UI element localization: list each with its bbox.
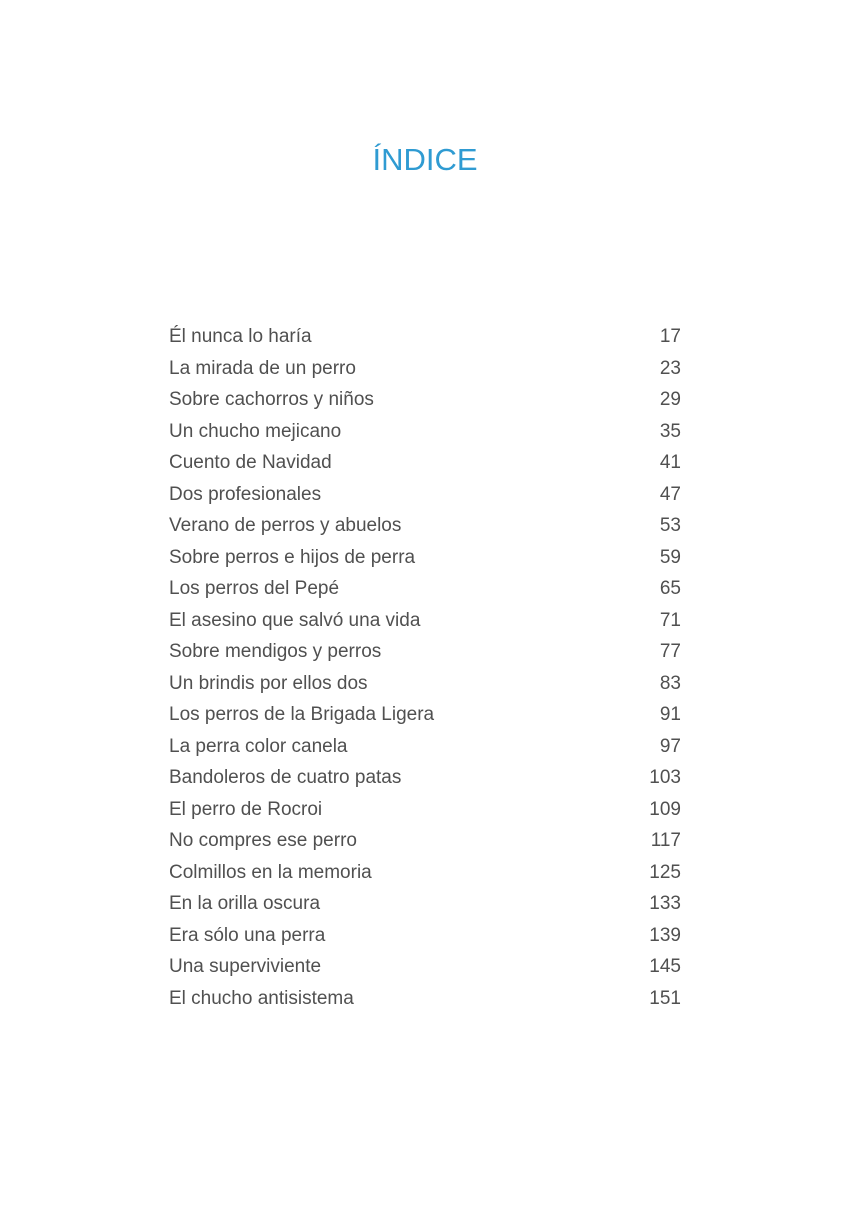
toc-entry-page: 91	[659, 704, 681, 725]
toc-entry	[169, 699, 681, 731]
toc-entry-title: Sobre mendigos y perros	[169, 641, 382, 662]
toc-entry	[169, 384, 681, 416]
table-of-contents	[169, 321, 681, 1014]
toc-entry-title: Verano de perros y abuelos	[169, 515, 402, 536]
toc-entry-page: 17	[659, 326, 681, 347]
toc-entry-title: El chucho antisistema	[169, 987, 354, 1009]
toc-entry-title: El asesino que salvó una vida	[169, 609, 421, 631]
toc-entry	[169, 542, 681, 574]
toc-entry-page: 35	[659, 420, 681, 442]
toc-entry-title: Cuento de Navidad	[169, 452, 332, 473]
toc-entry	[169, 825, 681, 857]
toc-entry-page: 145	[649, 956, 681, 977]
toc-entry-title: Él nunca lo haría	[169, 326, 312, 347]
toc-entry	[169, 573, 681, 605]
toc-entry	[169, 447, 681, 479]
toc-entry-page: 109	[649, 798, 681, 820]
toc-entry-page: 77	[659, 641, 681, 662]
toc-entry	[169, 668, 681, 700]
toc-entry	[169, 416, 681, 448]
toc-entry-title: Los perros del Pepé	[169, 578, 340, 599]
toc-entry-page: 103	[649, 767, 681, 788]
toc-entry	[169, 920, 681, 952]
toc-entry-page: 23	[659, 357, 681, 379]
toc-entry-page: 71	[659, 609, 681, 631]
toc-entry-title: Bandoleros de cuatro patas	[169, 767, 402, 788]
toc-entry-page: 59	[659, 546, 681, 568]
toc-entry-title: La mirada de un perro	[169, 357, 356, 379]
toc-entry-title: La perra color canela	[169, 735, 348, 757]
toc-entry-title: Los perros de la Brigada Ligera	[169, 704, 435, 725]
toc-entry-title: Sobre cachorros y niños	[169, 389, 374, 410]
toc-entry-title: Sobre perros e hijos de perra	[169, 546, 416, 568]
toc-entry	[169, 321, 681, 353]
toc-entry-page: 133	[649, 893, 681, 914]
toc-entry-title: Un brindis por ellos dos	[169, 672, 368, 694]
toc-entry	[169, 888, 681, 920]
toc-entry-title: Una superviviente	[169, 956, 322, 977]
toc-entry-page: 65	[659, 578, 681, 599]
toc-entry-title: Dos profesionales	[169, 483, 322, 505]
toc-entry-page: 97	[659, 735, 681, 757]
toc-entry-page: 125	[649, 861, 681, 883]
toc-entry-title: Era sólo una perra	[169, 924, 326, 946]
page-title: ÍNDICE	[372, 142, 478, 177]
toc-entry-page: 41	[659, 452, 681, 473]
toc-entry-page: 83	[659, 672, 681, 694]
toc-entry-page: 47	[659, 483, 681, 505]
toc-entry	[169, 951, 681, 983]
toc-entry	[169, 353, 681, 385]
toc-entry	[169, 983, 681, 1015]
toc-entry-page: 53	[659, 515, 681, 536]
toc-entry-page: 151	[649, 987, 681, 1009]
toc-entry	[169, 731, 681, 763]
toc-entry	[169, 479, 681, 511]
toc-entry	[169, 857, 681, 889]
toc-entry-title: El perro de Rocroi	[169, 798, 323, 820]
toc-entry-title: En la orilla oscura	[169, 893, 321, 914]
toc-entry-page: 117	[650, 830, 681, 851]
toc-entry	[169, 762, 681, 794]
toc-entry	[169, 636, 681, 668]
toc-entry-title: No compres ese perro	[169, 830, 357, 851]
toc-entry	[169, 794, 681, 826]
toc-entry-page: 29	[659, 389, 681, 410]
toc-entry-page: 139	[649, 924, 681, 946]
toc-entry	[169, 510, 681, 542]
toc-entry-title: Un chucho mejicano	[169, 420, 342, 442]
toc-entry	[169, 605, 681, 637]
toc-entry-title: Colmillos en la memoria	[169, 861, 372, 883]
